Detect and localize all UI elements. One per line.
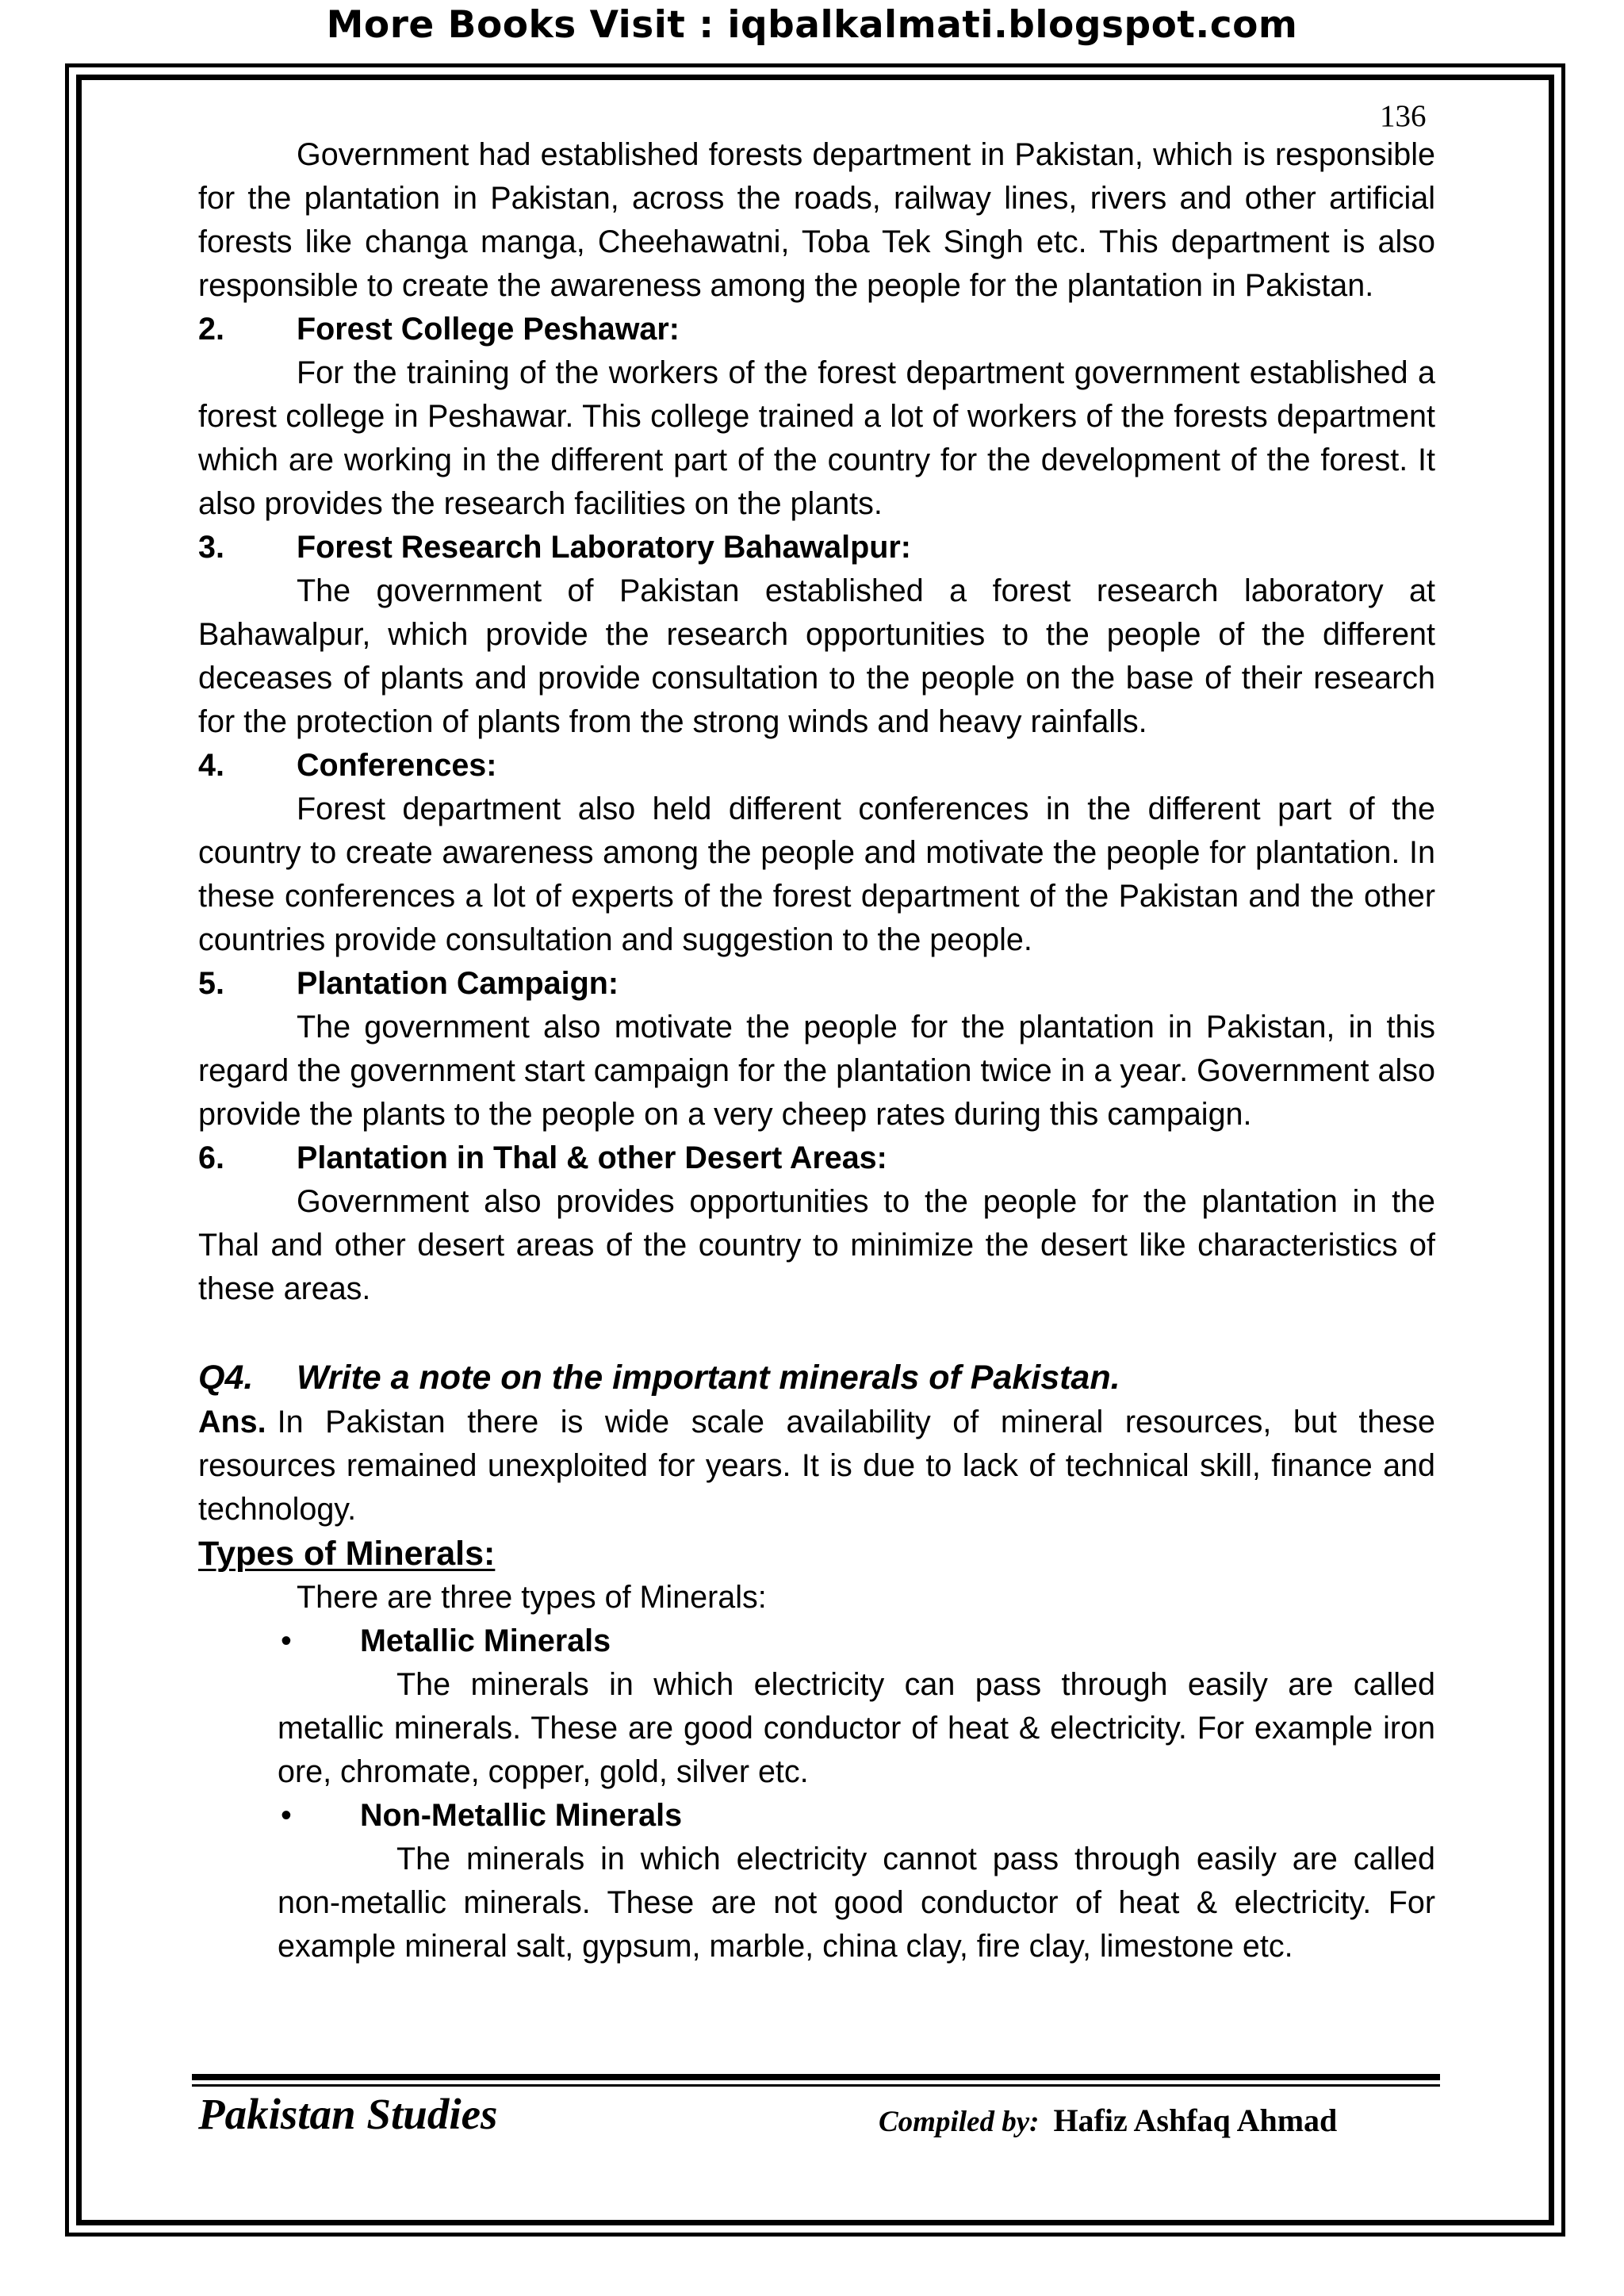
question-heading [198, 1355, 1435, 1401]
section-desert-plantation [198, 1137, 1435, 1311]
footer-rule-thin [192, 2084, 1440, 2087]
footer-compiled-label: Compiled by: [879, 2106, 1040, 2138]
section-title: Conferences: [297, 748, 497, 783]
section-text: For the training of the workers of the forest department government established a forest college in Peshawar. This college trained a lot of workers of the forests department which are working in the different part of the country for the development of the forest. It also provides the research facilities on the plants. [198, 355, 1435, 521]
section-text: Government also provides opportunities to the people for the plantation in the Thal and other desert areas of the country to minimize the desert like characteristics of these areas. [198, 1184, 1435, 1306]
section-text: Forest department also held different conferences in the different part of the country to create awareness among the people and motivate the people for plantation. In these conferences a lot of experts of the forest department of the Pakistan and the other countries provide consultation and suggestion to the people. [198, 792, 1435, 957]
section-title: Forest Research Laboratory Bahawalpur: [297, 530, 911, 565]
list-item [278, 1794, 1435, 1968]
section-number: 5. [198, 966, 224, 1001]
types-heading: Types of Minerals: [198, 1535, 496, 1573]
section-title: Plantation Campaign: [297, 966, 619, 1001]
footer-subject: Pakistan Studies [198, 2090, 498, 2138]
question-number: Q4. [198, 1359, 254, 1397]
section-text: The government of Pakistan established a forest research laboratory at Bahawalpur, which provide the research opportunities to the people of the different deceases of plants and provide consultation to the people on the base of their research for the protection of plants from the strong winds and heavy rainfalls. [198, 573, 1435, 739]
item-title: Non-Metallic Minerals [360, 1798, 683, 1833]
section-number: 2. [198, 312, 224, 347]
section-research-lab [198, 526, 1435, 744]
section-forest-college [198, 308, 1435, 526]
item-text: The minerals in which electricity cannot pass through easily are called non-metallic minerals. These are not good conductor of heat & electricity. For example mineral salt, gypsum, marble, china clay, fire clay, limestone etc. [278, 1842, 1435, 1964]
footer-author: Hafiz Ashfaq Ahmad [1053, 2102, 1338, 2138]
intro-paragraph: Government had established forests department in Pakistan, which is responsible for the plantation in Pakistan, across the roads, railway lines, rivers and other artificial forests like changa manga, Cheehawatni, Toba Tek Singh etc. This department is also responsible to create the awareness among the people for the plantation in Pakistan. [198, 137, 1435, 303]
list-item [278, 1619, 1435, 1794]
section-title: Forest College Peshawar: [297, 312, 680, 347]
section-text: The government also motivate the people for the plantation in Pakistan, in this regard the government start campaign for the plantation twice in a year. Government also provide the plants to the people on a very cheep rates during this campaign. [198, 1010, 1435, 1132]
footer-rule-thick [192, 2074, 1440, 2080]
answer-label: Ans. [198, 1405, 266, 1439]
section-number: 6. [198, 1140, 224, 1175]
answer-paragraph [198, 1401, 1435, 1531]
footer-credit [879, 2102, 1337, 2139]
item-title: Metallic Minerals [360, 1623, 611, 1658]
item-text: The minerals in which electricity can pass through easily are called metallic minerals. These are good conductor of heat & electricity. For example iron ore, chromate, copper, gold, silver etc. [278, 1667, 1435, 1789]
section-title: Plantation in Thal & other Desert Areas: [297, 1140, 887, 1175]
site-banner: More Books Visit : iqbalkalmati.blogspot.com [326, 3, 1298, 47]
page-number: 136 [1380, 99, 1427, 133]
section-number: 3. [198, 530, 224, 565]
section-number: 4. [198, 748, 224, 783]
question-text: Write a note on the important minerals of Pakistan. [297, 1359, 1120, 1397]
answer-text: In Pakistan there is wide scale availability of mineral resources, but these resources remained unexploited for years. It is due to lack of technical skill, finance and technology. [198, 1405, 1435, 1527]
section-conferences [198, 744, 1435, 962]
page-content [198, 133, 1435, 1968]
bullet-icon: • [281, 1798, 292, 1833]
bullet-icon: • [281, 1623, 292, 1658]
types-intro: There are three types of Minerals: [297, 1580, 767, 1615]
section-plantation-campaign [198, 962, 1435, 1137]
